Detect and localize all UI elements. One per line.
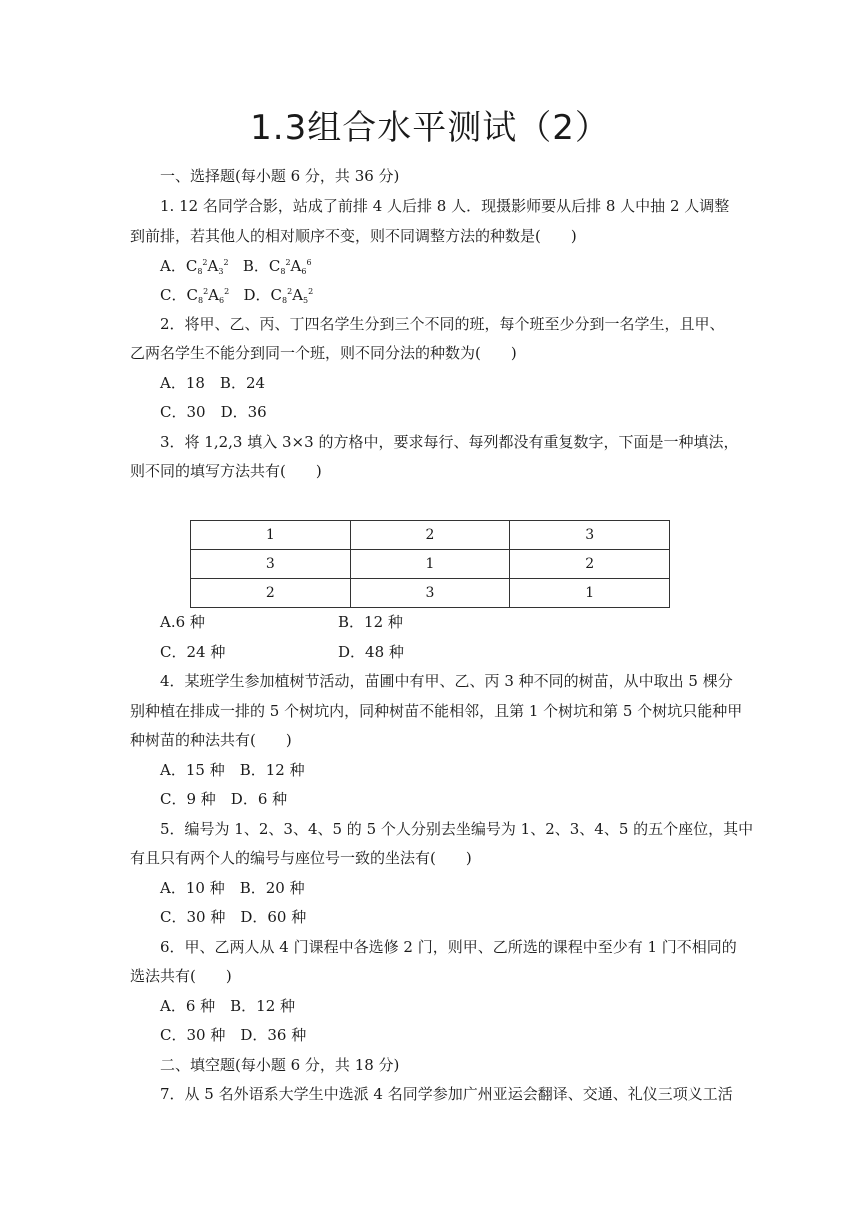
table-cell: 1: [191, 521, 351, 550]
question-6-options-ab: A．6 种 B．12 种: [160, 997, 296, 1015]
table-cell: 3: [191, 550, 351, 579]
question-3-option-b: B．12 种: [338, 613, 403, 631]
question-5-options-ab: A．10 种 B．20 种: [160, 879, 305, 897]
table-cell: 2: [350, 521, 510, 550]
question-3-option-d: D．48 种: [338, 643, 404, 661]
option-b: B．$C_8^2A_6^6$: [242, 257, 312, 276]
question-2-text-cont: 乙两名学生不能分到同一个班，则不同分法的种数为( ): [130, 344, 517, 362]
question-4-text-cont2: 种树苗的种法共有( ): [130, 731, 292, 749]
question-1-text-cont: 到前排，若其他人的相对顺序不变，则不同调整方法的种数是( ): [130, 227, 577, 245]
question-6-text: 6．甲、乙两人从 4 门课程中各选修 2 门，则甲、乙所选的课程中至少有 1 门不相同的: [160, 938, 737, 956]
question-1-text: 1. 12 名同学合影，站成了前排 4 人后排 8 人．现摄影师要从后排 8 人中抽 2 人调整: [160, 197, 730, 215]
question-6-text-cont: 选法共有( ): [130, 967, 232, 985]
section-heading-choice: 一、选择题(每小题 6 分，共 36 分): [160, 167, 400, 185]
question-3-option-c: C．24 种: [160, 643, 226, 661]
question-2-options-ab: A．18 B．24: [160, 374, 266, 392]
table-row: [191, 521, 670, 550]
option-c: C．$C_8^2A_6^2$: [160, 286, 230, 305]
table-cell: 2: [510, 550, 670, 579]
option-d: D．$C_8^2A_5^2$: [243, 286, 314, 305]
question-4-text-cont: 别种植在排成一排的 5 个树坑内，同种树苗不能相邻，且第 1 个树坑和第 5 个树坑只能种甲: [130, 702, 743, 720]
section-heading-fill: 二、填空题(每小题 6 分，共 18 分): [160, 1056, 400, 1074]
table-cell: 2: [191, 579, 351, 608]
question-7-text: 7．从 5 名外语系大学生中选派 4 名同学参加广州亚运会翻译、交通、礼仪三项义工活: [160, 1085, 733, 1103]
question-1-options-ab: [160, 256, 312, 279]
page-title: 1.3组合水平测试（2）: [250, 108, 610, 148]
question-4-text: 4．某班学生参加植树节活动，苗圃中有甲、乙、丙 3 种不同的树苗，从中取出 5 棵分: [160, 672, 733, 690]
table-row: [191, 550, 670, 579]
question-3-text-cont: 则不同的填写方法共有( ): [130, 462, 322, 480]
question-3-option-a: A.6 种: [160, 613, 205, 631]
question-4-options-cd: C．9 种 D．6 种: [160, 790, 288, 808]
table-row: [191, 579, 670, 608]
option-a: A．$C_8^2A_3^2$: [160, 257, 229, 276]
question-6-options-cd: C．30 种 D．36 种: [160, 1026, 307, 1044]
question-3-text: 3．将 1,2,3 填入 3×3 的方格中，要求每行、每列都没有重复数字，下面是一种填法，: [160, 433, 739, 451]
question-5-options-cd: C．30 种 D．60 种: [160, 908, 307, 926]
table-cell: 1: [350, 550, 510, 579]
question-5-text-cont: 有且只有两个人的编号与座位号一致的坐法有( ): [130, 849, 472, 867]
table-cell: 3: [350, 579, 510, 608]
question-4-options-ab: A．15 种 B．12 种: [160, 761, 305, 779]
question-2-text: 2．将甲、乙、丙、丁四名学生分到三个不同的班，每个班至少分到一名学生，且甲、: [160, 315, 725, 333]
number-grid-table: [190, 520, 670, 608]
table-cell: 3: [510, 521, 670, 550]
question-2-options-cd: C．30 D．36: [160, 403, 267, 421]
question-1-options-cd: [160, 285, 313, 308]
table-cell: 1: [510, 579, 670, 608]
question-5-text: 5．编号为 1、2、3、4、5 的 5 个人分别去坐编号为 1、2、3、4、5 的五个座位，其中: [160, 820, 754, 838]
